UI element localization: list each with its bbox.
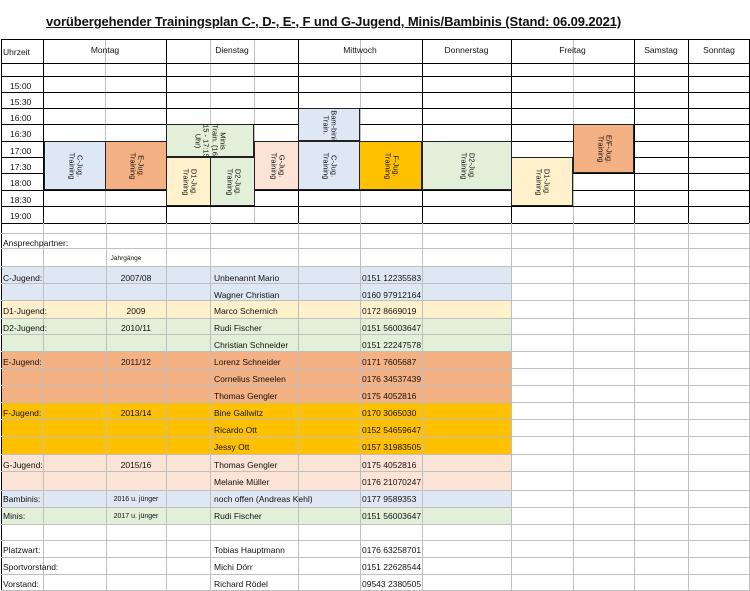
contact-year: 2009 [126,306,146,316]
contact-name: Thomas Gengler [214,391,278,401]
grid-line [1,108,749,109]
contact-phone: 0152 54659647 [362,425,422,435]
contact-phone: 0170 3065030 [362,408,417,418]
grid-line [1,318,749,319]
grid-line [1,524,749,525]
grid-line [298,223,299,591]
official-phone: 0151 22628544 [362,562,422,572]
contact-phone: 0177 9589353 [362,494,417,504]
grid-line [1,557,749,558]
grid-line [422,223,423,591]
contact-phone: 0176 21070247 [362,477,422,487]
page-title: vorübergehender Trainingsplan C-, D-, E-, F und G-Jugend, Minis/Bambinis (Stand: 06.09.2021) [46,14,622,29]
grid-line [634,223,635,591]
grid-line [360,39,361,224]
block-montag-c-jugend: C-Jug. Training [44,141,106,190]
block-dienstag-g-jugend: G-Jug. Training [254,141,299,190]
block-dienstag-minis: Minis Train. (16: 15 - 17:15 Uhr) [166,124,254,157]
grid-line [1,419,749,420]
contact-phone: 0171 7605687 [362,357,417,367]
contact-phone: 0151 22247578 [362,340,422,350]
contact-team: F-Jugend: [3,408,42,418]
grid-line [360,223,361,591]
contact-year: 2013/14 [120,408,152,418]
official-name: Michi Dörr [214,562,253,572]
grid-line [1,223,2,591]
grid-line [1,190,749,191]
official-name: Tobias Hauptmann [214,545,285,555]
grid-line [105,39,106,224]
official-role: Platzwart: [3,545,41,555]
contact-team: D1-Jugend: [3,306,47,316]
grid-line [1,574,749,575]
time-label: 16:00 [10,113,32,123]
grid-line [1,124,749,125]
grid-line [1,39,2,224]
grid-line [1,454,749,455]
contact-year: 2017 u. jünger [113,513,159,520]
block-dienstag-d1-jugend: D1-Jug. Training [166,157,211,206]
grid-line [1,233,749,234]
contact-phone: 0175 4052816 [362,391,417,401]
grid-line [1,334,749,335]
block-freitag-d1-jugend: D1-Jug. Training [511,157,573,206]
contact-name: Thomas Gengler [214,460,278,470]
block-dienstag-d2-jugend: D2-Jug. Training [210,157,255,206]
block-mittwoch-bambini: Bam-bini Train. [298,108,360,141]
contact-team: G-Jugend: [3,460,43,470]
grid-line [1,39,749,40]
grid-line [1,385,749,386]
grid-line [1,206,749,207]
official-phone: 0176 63258701 [362,545,422,555]
time-label: 15:30 [10,97,32,107]
grid-line [1,63,749,64]
grid-line [1,223,749,224]
grid-line [1,490,749,491]
day-header-mittwoch: Mittwoch [343,45,377,55]
contact-phone: 0175 4052816 [362,460,417,470]
grid-line [511,223,512,591]
uhrzeit-header: Uhrzeit [3,47,30,57]
contact-name: Marco Schernich [214,306,278,316]
grid-line [1,266,749,267]
grid-line [422,39,423,224]
grid-line [1,540,749,541]
grid-line [688,223,689,591]
contact-name: Rudi Fischer [214,511,262,521]
official-phone: 09543 2380505 [362,579,422,589]
contact-name: Cornelius Smeelen [214,374,286,384]
contact-phone: 0151 56003647 [362,511,422,521]
contact-name: Ricardo Ott [214,425,257,435]
contact-team: E-Jugend: [3,357,42,367]
grid-line [1,92,749,93]
contact-name: Unbenannt Mario [214,273,280,283]
contact-phone: 0160 97912164 [362,290,422,300]
contact-phone: 0172 8669019 [362,306,417,316]
contact-year: 2016 u. jünger [113,496,159,503]
grid-line [1,368,749,369]
contact-name: Jessy Ott [214,442,250,452]
contact-year: 2011/12 [120,357,152,367]
time-label: 19:00 [10,211,32,221]
grid-line [1,436,749,437]
day-header-dienstag: Dienstag [215,45,249,55]
contact-phone: 0151 56003647 [362,323,422,333]
grid-line [1,402,749,403]
official-name: Richard Rödel [214,579,268,589]
day-header-donnerstag: Donnerstag [444,45,489,55]
contact-name: Christian Schneider [214,340,289,350]
jahrgaenge-heading: Jahrgänge [110,255,142,262]
time-label: 18:00 [10,178,32,188]
contact-name: noch offen (Andreas Kehl) [214,494,313,504]
contact-name: Bine Gallwitz [214,408,264,418]
block-mittwoch-f-jugend: F-Jug. Training [359,141,422,190]
block-freitag-ef-jugend: E/F-Jug. Training [573,124,634,173]
day-header-montag: Montag [90,45,120,55]
time-label: 15:00 [10,81,32,91]
contact-name: Wagner Christian [214,290,280,300]
contact-name: Rudi Fischer [214,323,262,333]
grid-line [43,223,44,591]
grid-line [1,351,749,352]
contact-team: C-Jugend: [3,273,43,283]
grid-line [1,283,749,284]
day-header-samstag: Samstag [644,45,678,55]
block-montag-e-jugend: E-Jug. Training [105,141,167,190]
contact-year: 2015/16 [120,460,152,470]
grid-line [1,471,749,472]
contact-name: Melanie Müller [214,477,270,487]
contacts-heading: Ansprechpartner: [3,238,69,248]
grid-line [1,76,749,77]
time-label: 16:30 [10,129,32,139]
grid-line [1,248,749,249]
time-label: 18:30 [10,195,32,205]
contact-name: Lorenz Schneider [214,357,281,367]
contact-team: D2-Jugend: [3,323,47,333]
official-role: Sportvorstand: [3,562,59,572]
grid-line [688,39,689,224]
day-header-freitag: Freitag [559,45,586,55]
official-role: Vorstand: [3,579,39,589]
grid-line [166,223,167,591]
contact-year: 2007/08 [120,273,152,283]
time-label: 17:00 [10,146,32,156]
grid-line [210,223,211,591]
grid-line [43,39,44,224]
contact-phone: 0157 31983505 [362,442,422,452]
grid-line [634,39,635,224]
grid-line [573,223,574,591]
grid-line [1,507,749,508]
block-donnerstag-d2-jugend: D2-Jug. Training [422,141,512,190]
grid-line [1,300,749,301]
block-mittwoch-c-jugend: C-Jug. Training [298,141,360,190]
contact-team: Minis: [3,511,26,521]
time-label: 17:30 [10,162,32,172]
contact-team: Bambinis: [3,494,41,504]
contact-year: 2010/11 [120,323,152,333]
contact-phone: 0151 12235583 [362,273,422,283]
day-header-sonntag: Sonntag [703,45,735,55]
contact-phone: 0176 34537439 [362,374,422,384]
